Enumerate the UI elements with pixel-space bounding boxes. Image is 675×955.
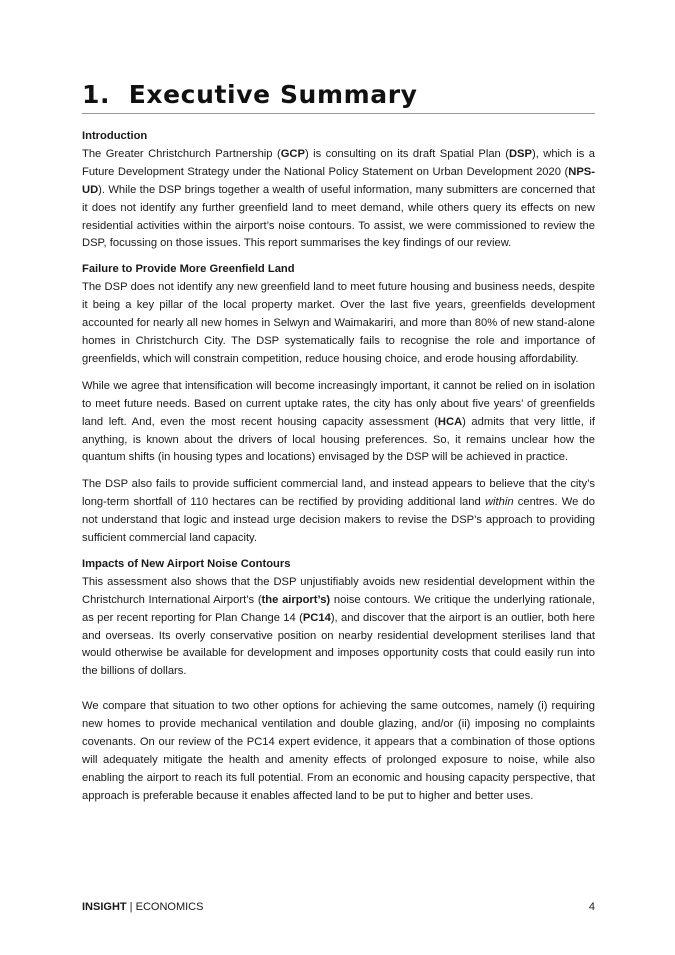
bold-term: GCP xyxy=(280,147,305,160)
text-run: ). While the DSP brings together a wealth of useful information, many submitters are concerned that it does not identify any further greenfield land to meet demand, while others query its effects on new residential activities within the airport’s noise contours. To assist, we were commissioned to review the DSP, focussing on those issues. This report summarises the key findings of our review. xyxy=(82,183,595,250)
section-heading: Impacts of New Airport Noise Contours xyxy=(82,557,291,570)
footer-separator: | xyxy=(126,901,136,913)
body-paragraph xyxy=(82,146,595,253)
text-run: The DSP also fails to provide sufficient commercial land, and instead appears to believe that the city’s long-term shortfall of 110 hectares can be rectified by providing additional land xyxy=(82,478,595,509)
body-content xyxy=(82,128,595,806)
text-run: The Greater Christchurch Partnership ( xyxy=(82,147,281,160)
section-heading: Introduction xyxy=(82,130,148,142)
title-underline xyxy=(82,113,595,114)
body-paragraph xyxy=(82,279,595,369)
bold-term: the airport’s) xyxy=(261,593,331,606)
body-paragraph xyxy=(82,378,595,468)
section-heading: Failure to Provide More Greenfield Land xyxy=(82,263,295,276)
text-run: While we agree that intensification will become increasingly important, it cannot be relied on in isolation to meet future needs. Based on current uptake rates, the city has only about five years’ of greenfields land left. And, even the most recent housing capacity assessment ( xyxy=(82,379,595,428)
text-run: The DSP does not identify any new greenfield land to meet future housing and business needs, despite it being a key pillar of the local property market. Over the last five years, greenfields development accounted for nearly all new homes in Selwyn and Waimakariri, and more than 80% of new stand-alone homes in Christchurch City. The DSP systematically fails to recognise the role and importance of greenfields, which will constrain competition, reduce housing choice, and erode housing affordability. xyxy=(82,281,595,365)
emphasis-text: within xyxy=(484,496,514,509)
footer-brand: INSIGHT xyxy=(82,901,127,913)
text-run: This assessment also shows that the DSP unjustifiably avoids new residential development within the Christchurch International Airport’s ( xyxy=(82,575,595,606)
bold-term: HCA xyxy=(437,415,463,428)
page-number: 4 xyxy=(588,901,595,913)
bold-term: DSP xyxy=(508,147,532,160)
section-greenfield-land xyxy=(82,261,595,548)
page-footer xyxy=(82,901,595,913)
page-title xyxy=(82,80,418,109)
body-paragraph xyxy=(82,476,595,548)
text-run: ), and discover that the airport is an outlier, both here and overseas. Its overly conservative position on nearby residential development sterilises land that would otherwise be available for development and imposes opportunity costs that could easily run into the billions of dollars. xyxy=(82,611,595,678)
bold-term: NPS-UD xyxy=(82,165,595,196)
text-run: ), which is a Future Development Strategy under the National Policy Statement on Urban Development 2020 ( xyxy=(82,147,596,178)
heading-number: 1. xyxy=(82,80,111,109)
body-paragraph xyxy=(82,698,595,805)
heading-text: Executive Summary xyxy=(128,80,418,109)
section-airport-noise xyxy=(82,556,595,806)
bold-term: PC14 xyxy=(302,611,331,624)
section-introduction xyxy=(82,128,595,253)
text-run: ) is consulting on its draft Spatial Plan ( xyxy=(304,147,509,160)
body-paragraph xyxy=(82,574,595,681)
text-run: centres. We do not understand that logic and instead urge decision makers to revise the DSP’s approach to providing sufficient commercial land capacity. xyxy=(82,496,595,545)
text-run: noise contours. We critique the underlying rationale, as per recent reporting for Plan Change 14 ( xyxy=(82,593,595,624)
footer-brand-suffix: ECONOMICS xyxy=(135,901,204,913)
text-run: ) admits that very little, if anything, is known about the drivers of local housing preferences. So, it remains unclear how the quantum shifts (in housing types and locations) envisaged by the DSP will be achieved in practice. xyxy=(82,415,595,464)
text-run: We compare that situation to two other options for achieving the same outcomes, namely (i) requiring new homes to provide mechanical ventilation and double glazing, and/or (ii) imposing no complaints covenants. On our review of the PC14 expert evidence, it appears that a combination of those options will adequately mitigate the health and amenity effects of prolonged exposure to noise, while also enabling the airport to reach its full potential. From an economic and housing capacity perspective, that approach is preferable because it enables affected land to be put to higher and better uses. xyxy=(82,700,595,802)
